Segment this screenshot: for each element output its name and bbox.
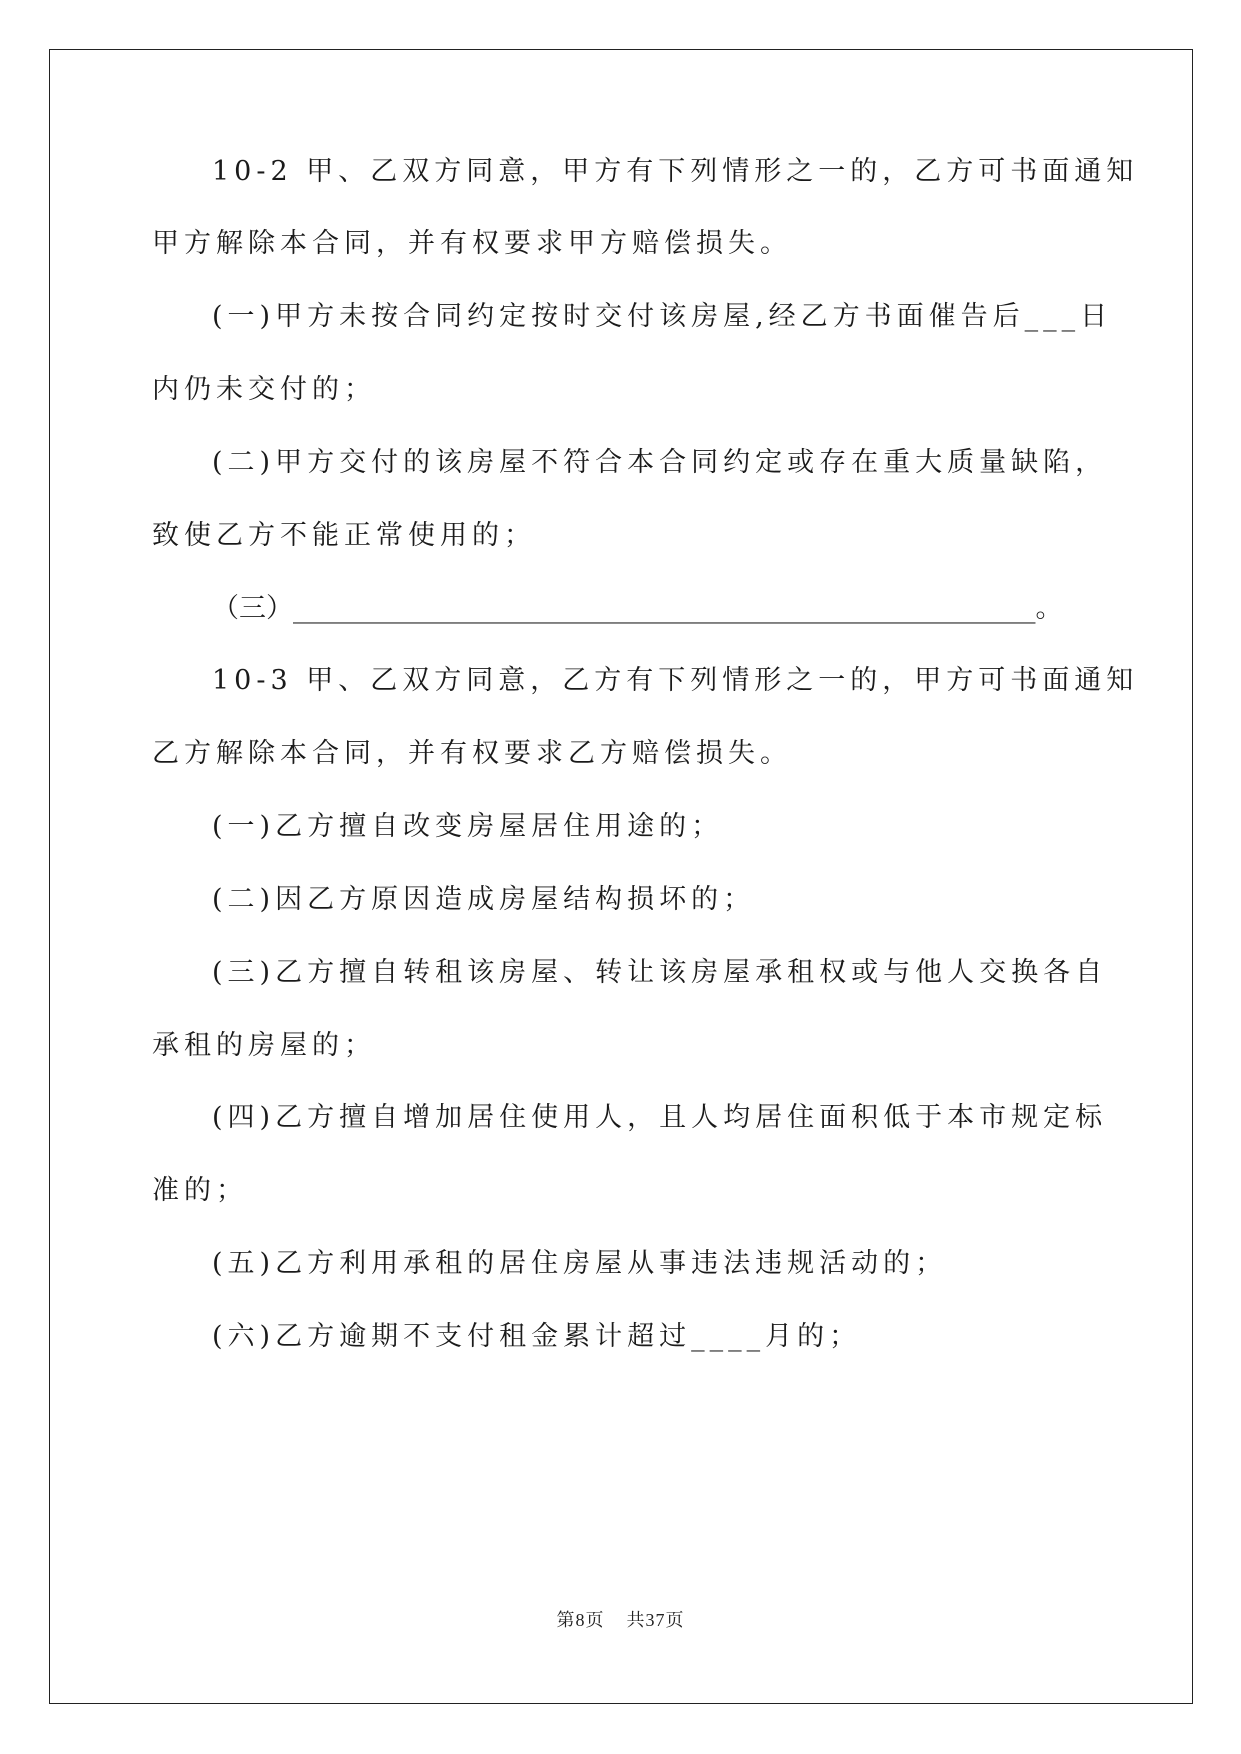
clause-10-3-line-1: 10-3 甲、乙双方同意，乙方有下列情形之一的，甲方可书面通知 [212, 665, 1139, 696]
clause-10-3-line-2: 乙方解除本合同，并有权要求乙方赔偿损失。 [152, 738, 792, 769]
item-2-line-1: (二)甲方交付的该房屋不符合本合同约定或存在重大质量缺陷， [212, 447, 1108, 478]
item-2-line-2: 致使乙方不能正常使用的； [152, 520, 536, 551]
item-f-line: (六)乙方逾期不支付租金累计超过____月的； [212, 1321, 862, 1352]
item-3-blank-line: （三）_______________________________________________________。 [212, 593, 1063, 624]
page-footer [0, 1606, 1241, 1632]
item-d-line-2: 准的； [152, 1175, 248, 1206]
item-a-line: (一)乙方擅自改变房屋居住用途的； [212, 811, 724, 842]
item-1-line-1: (一)甲方未按合同约定按时交付该房屋,经乙方书面催告后___日 [212, 301, 1113, 332]
item-d-line-1: (四)乙方擅自增加居住使用人，且人均居住面积低于本市规定标 [212, 1102, 1108, 1133]
item-c-line-1: (三)乙方擅自转租该房屋、转让该房屋承租权或与他人交换各自 [212, 957, 1108, 988]
page-number: 第8页 [556, 1610, 605, 1630]
item-e-line: (五)乙方利用承租的居住房屋从事违法违规活动的； [212, 1248, 948, 1279]
clause-10-2-line-2: 甲方解除本合同，并有权要求甲方赔偿损失。 [152, 228, 792, 259]
item-b-line: (二)因乙方原因造成房屋结构损坏的； [212, 884, 756, 915]
item-1-line-2: 内仍未交付的； [152, 374, 376, 405]
item-c-line-2: 承租的房屋的； [152, 1030, 376, 1061]
clause-10-2-line-1: 10-2 甲、乙双方同意，甲方有下列情形之一的，乙方可书面通知 [212, 156, 1139, 187]
page-total: 共37页 [626, 1610, 685, 1630]
